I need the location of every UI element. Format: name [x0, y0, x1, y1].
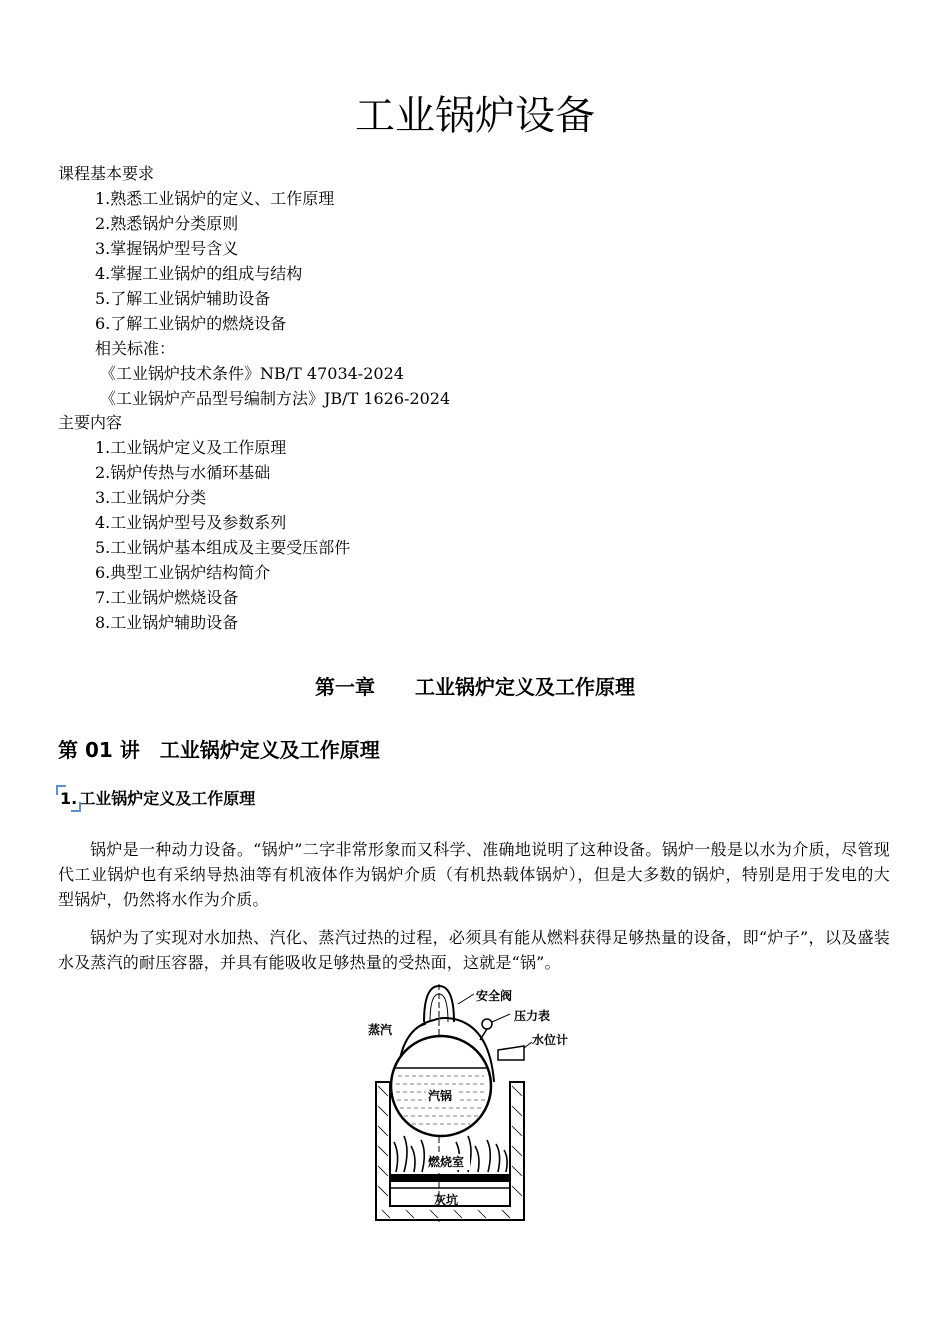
requirements-heading: 课程基本要求: [58, 164, 155, 183]
standard-item: 《工业锅炉产品型号编制方法》JB/T 1626-2024: [100, 389, 451, 408]
contents-item: 7.工业锅炉燃烧设备: [95, 588, 239, 607]
grate: [390, 1174, 510, 1182]
contents-item: 1.工业锅炉定义及工作原理: [95, 438, 287, 457]
contents-item: 2.锅炉传热与水循环基础: [95, 463, 271, 482]
section-heading: [58, 787, 255, 811]
body-paragraph: 锅炉为了实现对水加热、汽化、蒸汽过热的过程，必须具有能从燃料获得足够热量的设备，即“炉子”，以及盛装水及蒸汽的耐压容器，并具有能吸收足够热量的受热面，这就是“锅”。: [58, 928, 890, 972]
safety-valve-leader: [458, 994, 474, 1004]
contents-item: 4.工业锅炉型号及参数系列: [95, 513, 287, 532]
chapter-heading: 第一章 工业锅炉定义及工作原理: [315, 675, 635, 699]
standard-item: 《工业锅炉技术条件》NB/T 47034-2024: [100, 364, 404, 383]
requirement-item: 4.掌握工业锅炉的组成与结构: [95, 264, 303, 283]
requirement-item: 6.了解工业锅炉的燃烧设备: [95, 314, 287, 333]
label-water-level: 水位计: [532, 1033, 569, 1047]
label-drum: 汽锅: [428, 1089, 453, 1103]
label-safety-valve: 安全阀: [476, 989, 513, 1003]
drum-shell: [391, 1036, 491, 1136]
water-level-leader: [524, 1042, 532, 1048]
requirement-item: 1.熟悉工业锅炉的定义、工作原理: [95, 189, 335, 208]
document-title: 工业锅炉设备: [355, 94, 595, 138]
requirement-item: 5.了解工业锅炉辅助设备: [95, 289, 271, 308]
pressure-gauge-leader: [492, 1014, 510, 1022]
standards-heading: 相关标准：: [95, 339, 176, 358]
contents-heading: 主要内容: [58, 413, 123, 432]
section-number[interactable]: 1.: [60, 789, 78, 808]
pressure-gauge-icon: [482, 1019, 492, 1029]
contents-item: 5.工业锅炉基本组成及主要受压部件: [95, 538, 351, 557]
lecture-heading: 第 01 讲 工业锅炉定义及工作原理: [58, 738, 380, 762]
requirement-item: 2.熟悉锅炉分类原则: [95, 214, 239, 233]
label-steam: 蒸汽: [368, 1023, 393, 1037]
label-ash-pit: 灰坑: [434, 1193, 459, 1207]
water-level-gauge-icon: [498, 1046, 524, 1060]
contents-item: 8.工业锅炉辅助设备: [95, 613, 239, 632]
contents-item: 3.工业锅炉分类: [95, 488, 207, 507]
section-title: 工业锅炉定义及工作原理: [79, 789, 256, 808]
contents-item: 6.典型工业锅炉结构简介: [95, 563, 271, 582]
requirement-item: 3.掌握锅炉型号含义: [95, 239, 239, 258]
gauge-pipe: [480, 1029, 487, 1040]
label-furnace: 燃烧室: [428, 1155, 465, 1169]
body-paragraph: 锅炉是一种动力设备。“锅炉”二字非常形象而又科学、准确地说明了这种设备。锅炉一般是以水为介质，尽管现代工业锅炉也有采纳导热油等有机液体作为锅炉介质（有机热载体锅炉），但是大多数的锅炉，特别是用于发电的大型锅炉，仍然将水作为介质。: [58, 840, 890, 909]
boiler-diagram: [362, 982, 590, 1224]
label-pressure-gauge: 压力表: [514, 1009, 551, 1023]
